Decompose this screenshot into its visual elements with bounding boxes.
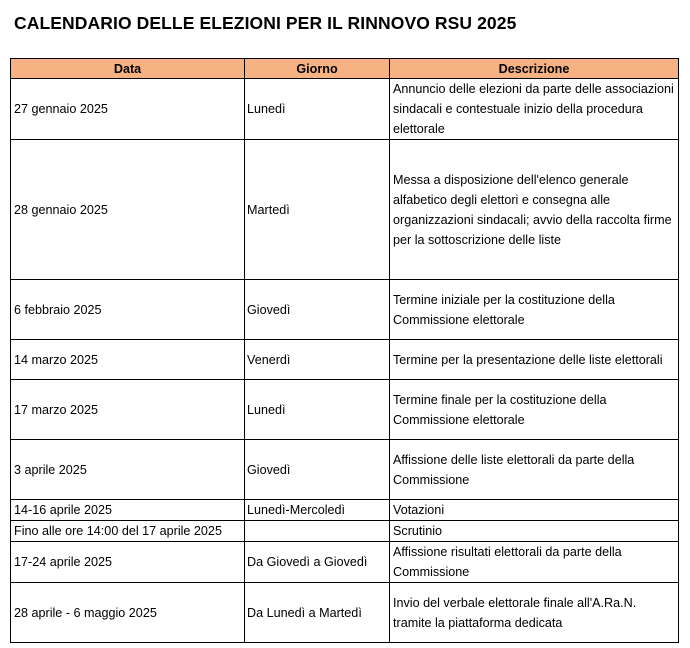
cell-giorno: Giovedì <box>245 280 390 340</box>
column-header-data: Data <box>11 59 245 79</box>
cell-descrizione: Termine per la presentazione delle liste elettorali <box>390 340 679 380</box>
cell-data: 28 aprile - 6 maggio 2025 <box>11 583 245 643</box>
cell-descrizione: Invio del verbale elettorale finale all'A.Ra.N. tramite la piattaforma dedicata <box>390 583 679 643</box>
cell-data: Fino alle ore 14:00 del 17 aprile 2025 <box>11 521 245 542</box>
table-row <box>11 280 679 340</box>
table-row <box>11 440 679 500</box>
cell-giorno <box>245 521 390 542</box>
table-row <box>11 340 679 380</box>
cell-giorno: Giovedì <box>245 440 390 500</box>
cell-giorno: Da Giovedì a Giovedì <box>245 542 390 583</box>
cell-data: 17 marzo 2025 <box>11 380 245 440</box>
cell-giorno: Da Lunedì a Martedì <box>245 583 390 643</box>
cell-giorno: Martedì <box>245 140 390 280</box>
cell-giorno: Lunedì <box>245 380 390 440</box>
cell-giorno: Venerdì <box>245 340 390 380</box>
cell-descrizione: Scrutinio <box>390 521 679 542</box>
cell-data: 17-24 aprile 2025 <box>11 542 245 583</box>
election-calendar-table <box>10 58 679 643</box>
cell-data: 14 marzo 2025 <box>11 340 245 380</box>
table-row <box>11 521 679 542</box>
cell-data: 6 febbraio 2025 <box>11 280 245 340</box>
table-row <box>11 79 679 140</box>
cell-descrizione: Votazioni <box>390 500 679 521</box>
column-header-giorno: Giorno <box>245 59 390 79</box>
table-row <box>11 500 679 521</box>
column-header-descrizione: Descrizione <box>390 59 679 79</box>
cell-descrizione: Termine finale per la costituzione della Commissione elettorale <box>390 380 679 440</box>
cell-data: 14-16 aprile 2025 <box>11 500 245 521</box>
cell-data: 27 gennaio 2025 <box>11 79 245 140</box>
table-row <box>11 542 679 583</box>
page-title: CALENDARIO DELLE ELEZIONI PER IL RINNOVO RSU 2025 <box>14 13 517 33</box>
cell-descrizione: Termine iniziale per la costituzione della Commissione elettorale <box>390 280 679 340</box>
cell-giorno: Lunedì-Mercoledì <box>245 500 390 521</box>
table-row <box>11 140 679 280</box>
table-header-row <box>11 59 679 79</box>
cell-descrizione: Affissione delle liste elettorali da parte della Commissione <box>390 440 679 500</box>
cell-giorno: Lunedì <box>245 79 390 140</box>
table-row <box>11 583 679 643</box>
table-row <box>11 380 679 440</box>
cell-descrizione: Messa a disposizione dell'elenco generale alfabetico degli elettori e consegna alle organizzazioni sindacali; avvio della raccolta firme per la sottoscrizione delle liste <box>390 140 679 280</box>
cell-descrizione: Affissione risultati elettorali da parte della Commissione <box>390 542 679 583</box>
cell-descrizione: Annuncio delle elezioni da parte delle associazioni sindacali e contestuale inizio della procedura elettorale <box>390 79 679 140</box>
cell-data: 3 aprile 2025 <box>11 440 245 500</box>
cell-data: 28 gennaio 2025 <box>11 140 245 280</box>
